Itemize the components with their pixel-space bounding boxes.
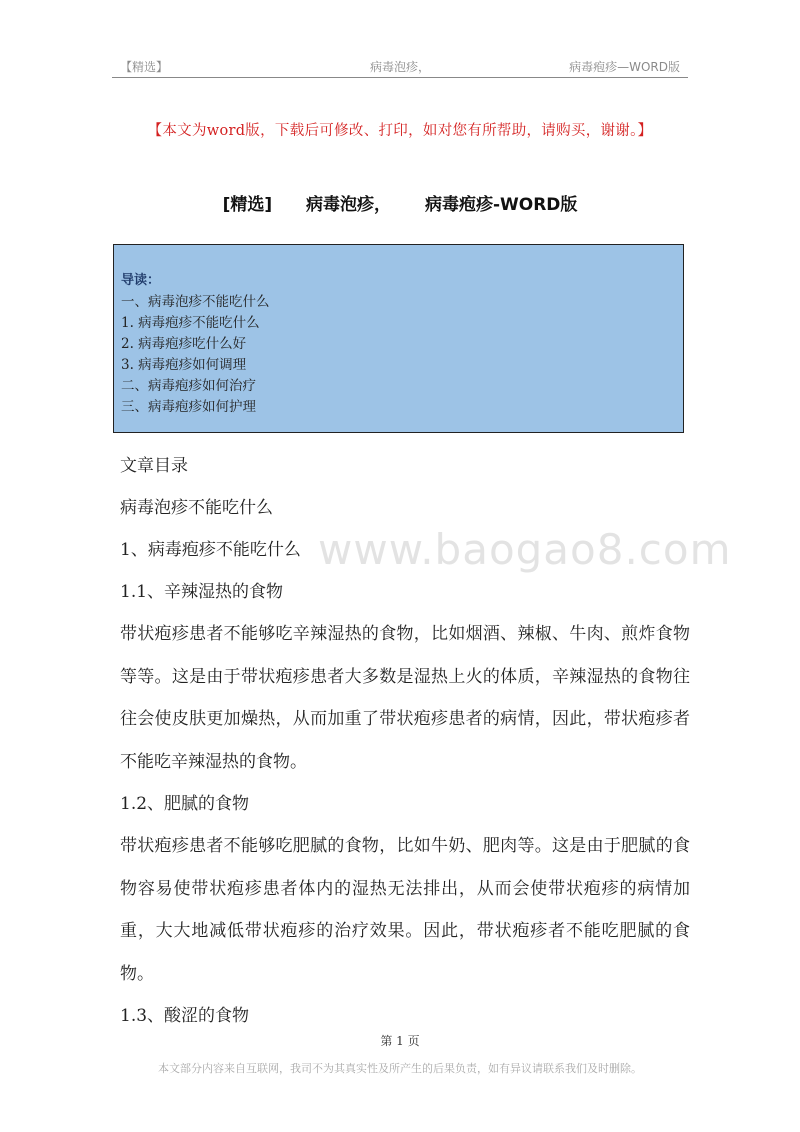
page-title — [0, 190, 800, 215]
guide-box — [113, 244, 684, 433]
title-part-1: [精选] — [222, 195, 273, 215]
header-middle: 病毒泡疹， — [370, 60, 431, 74]
purchase-notice: 【本文为word版，下载后可修改、打印，如对您有所帮助，请购买，谢谢。】 — [147, 123, 653, 139]
guide-item: 2. 病毒疱疹吃什么好 — [121, 336, 247, 352]
guide-item: 1. 病毒疱疹不能吃什么 — [121, 315, 260, 331]
section-heading: 病毒泡疹不能吃什么 — [120, 498, 273, 518]
guide-item: 三、病毒疱疹如何护理 — [121, 399, 256, 415]
guide-item: 一、病毒泡疹不能吃什么 — [121, 294, 270, 310]
paragraph-1: 带状疱疹患者不能够吃辛辣湿热的食物，比如烟酒、辣椒、牛肉、煎炸食物等等。这是由于带状疱疹患者大多数是湿热上火的体质，辛辣湿热的食物往往会使皮肤更加燥热，从而加重了带状疱疹患者的病情，因此，带状疱疹者不能吃辛辣湿热的食物。 — [120, 624, 690, 772]
footer-disclaimer: 本文部分内容来自互联网，我司不为其真实性及所产生的后果负责，如有异议请联系我们及时删除。 — [158, 1062, 642, 1075]
subsection-1-1: 1.1、辛辣湿热的食物 — [120, 582, 284, 602]
guide-item: 3. 病毒疱疹如何调理 — [121, 357, 247, 373]
toc-heading: 文章目录 — [120, 456, 188, 476]
document-body — [120, 445, 690, 1037]
subsection-1-3: 1.3、酸涩的食物 — [120, 1006, 250, 1026]
subsection-1-2: 1.2、肥腻的食物 — [120, 794, 250, 814]
header-left: 【精选】 — [120, 60, 169, 74]
guide-heading: 导读： — [121, 273, 161, 288]
title-part-3: 病毒疱疹-WORD版 — [424, 195, 578, 215]
header-right: 病毒疱疹—WORD版 — [569, 60, 680, 74]
watermark: www.baogao8.com — [318, 525, 732, 574]
title-part-2: 病毒泡疹， — [306, 195, 392, 215]
header-divider — [112, 77, 688, 78]
paragraph-2: 带状疱疹患者不能够吃肥腻的食物，比如牛奶、肥肉等。这是由于肥腻的食物容易使带状疱疹患者体内的湿热无法排出，从而会使带状疱疹的病情加重，大大地减低带状疱疹的治疗效果。因此，带状疱疹者不能吃肥腻的食物。 — [120, 836, 690, 984]
page-number: 第 1 页 — [380, 1034, 420, 1048]
subsection-heading: 1、病毒疱疹不能吃什么 — [120, 540, 301, 560]
guide-item: 二、病毒疱疹如何治疗 — [121, 378, 256, 394]
